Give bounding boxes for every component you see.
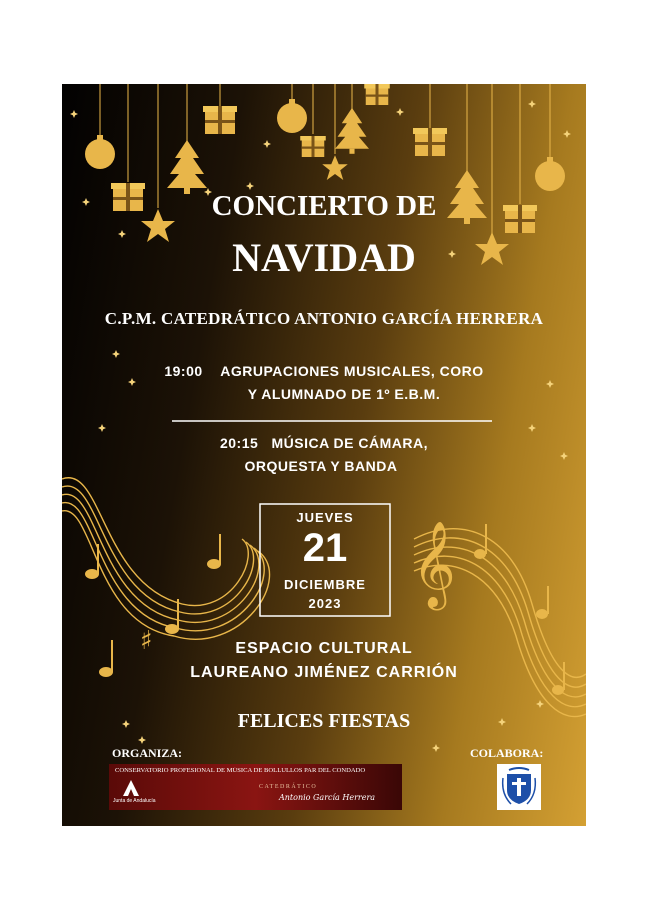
date-block: [260, 504, 390, 616]
location-line2: LAUREANO JIMÉNEZ CARRIÓN: [190, 664, 458, 681]
org-junta: Junta de Andalucía: [113, 798, 156, 804]
poster: [62, 84, 586, 826]
collaborator-logo: [497, 764, 541, 810]
date-year: 2023: [308, 596, 342, 611]
christmas-tree-icon: [335, 108, 369, 154]
program-line: Y ALUMNADO DE 1º E.B.M.: [247, 386, 441, 402]
org-signature: Antonio García Herrera: [279, 793, 376, 802]
org-catedratico: CATEDRÁTICO: [259, 784, 318, 790]
junta-logo-icon: [123, 780, 139, 796]
gift-icon: [413, 128, 447, 156]
date-day: 21: [302, 526, 348, 570]
star-icon: [322, 155, 348, 180]
organizer-logo: [109, 764, 402, 810]
title-line1: CONCIERTO DE: [211, 190, 437, 222]
school-name: C.P.M. CATEDRÁTICO ANTONIO GARCÍA HERRERA: [104, 309, 544, 328]
title-line2: NAVIDAD: [232, 235, 416, 280]
ornament-ball-icon: [277, 99, 307, 133]
date-month: DICIEMBRE: [284, 577, 366, 592]
gift-icon: [364, 84, 390, 105]
program-line: ORQUESTA Y BANDA: [244, 458, 398, 474]
program-line: MÚSICA DE CÁMARA,: [271, 435, 429, 451]
date-weekday: JUEVES: [296, 510, 354, 525]
gift-icon: [300, 136, 326, 157]
program-time: 19:00: [164, 363, 203, 379]
location-line1: ESPACIO CULTURAL: [235, 640, 413, 657]
ornament-ball-icon: [535, 157, 565, 191]
crest-icon: [497, 764, 541, 810]
svg-text:♯: ♯: [140, 626, 153, 656]
greeting: FELICES FIESTAS: [237, 710, 411, 732]
colabora-label: COLABORA:: [470, 746, 544, 760]
treble-clef-icon: 𝄞: [412, 521, 456, 607]
ornament-ball-icon: [85, 135, 115, 169]
organiza-label: ORGANIZA:: [112, 746, 183, 760]
program-line: AGRUPACIONES MUSICALES, CORO: [220, 363, 484, 379]
christmas-tree-icon: [167, 140, 207, 194]
gift-icon: [203, 106, 237, 134]
program-time: 20:15: [219, 435, 259, 451]
org-banner-title: CONSERVATORIO PROFESIONAL DE MÚSICA DE BOLLULLOS PAR DEL CONDADO: [115, 767, 366, 774]
